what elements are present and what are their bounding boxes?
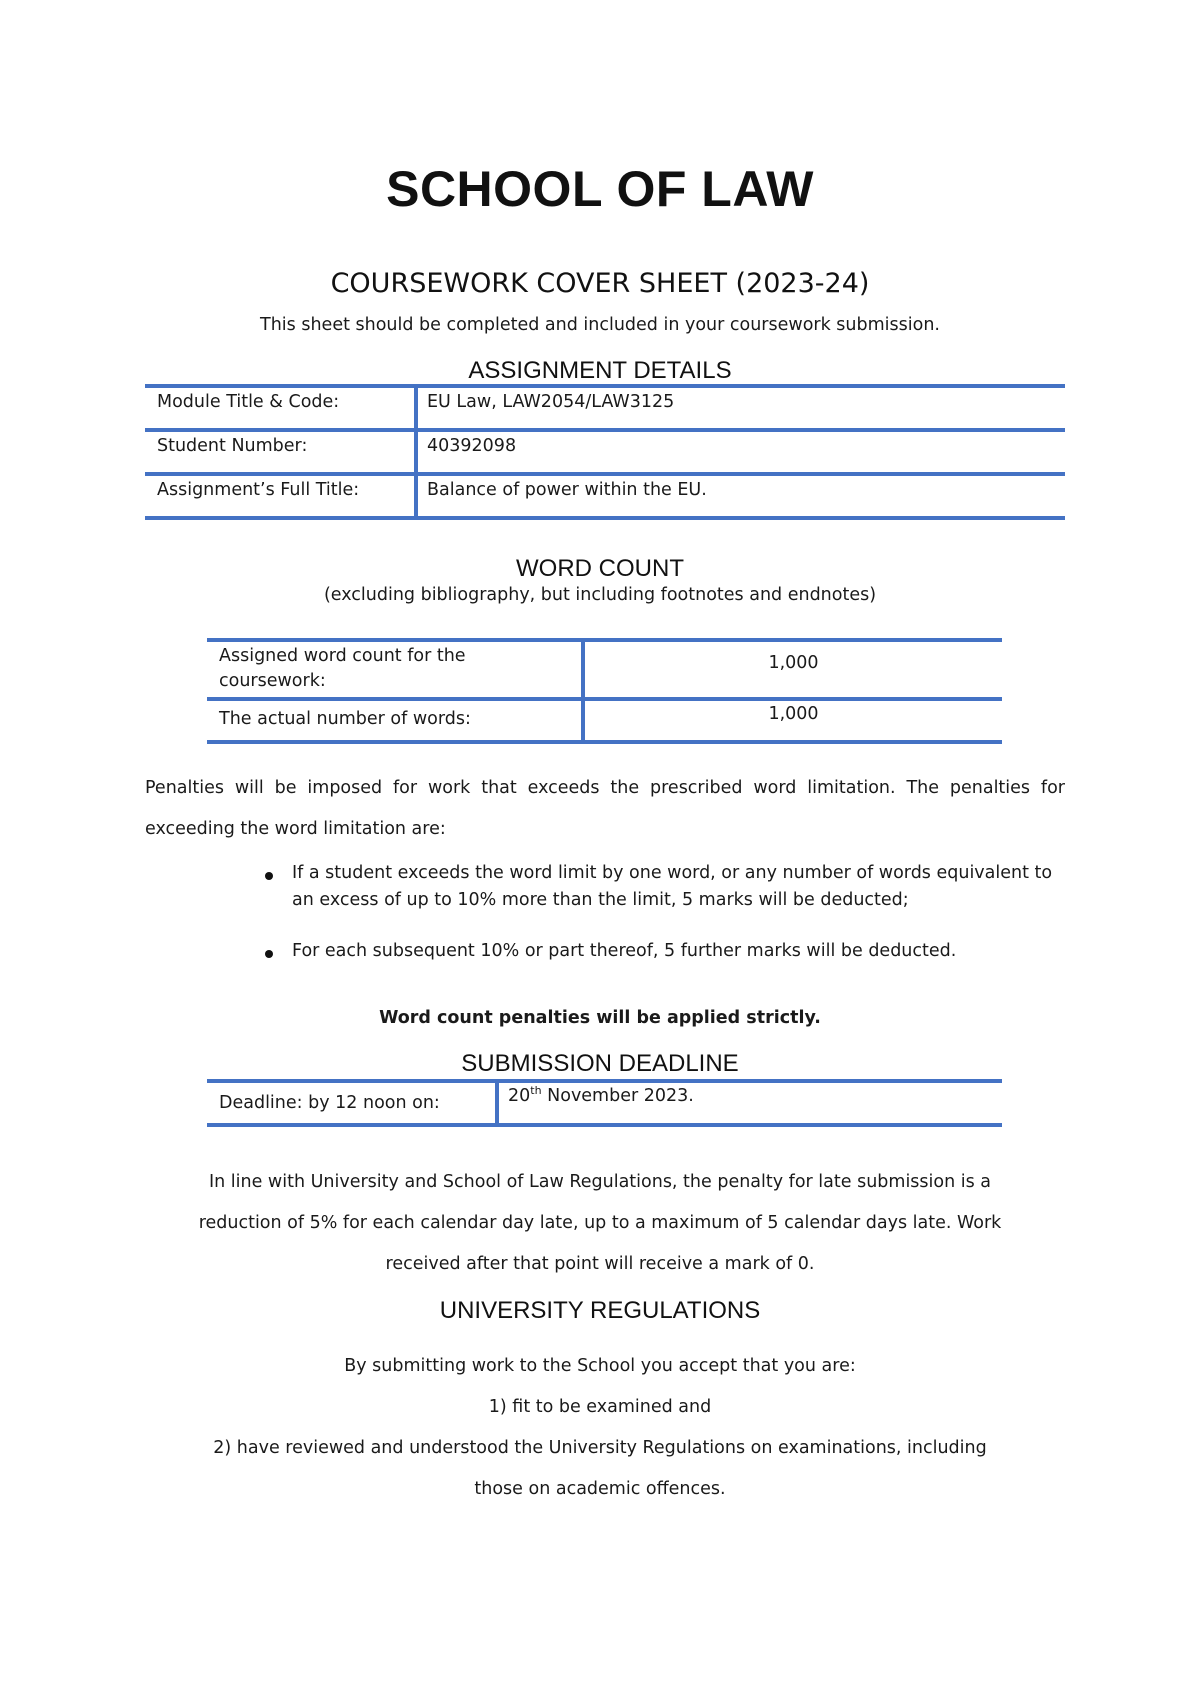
regulations-line4: those on academic offences.	[474, 1479, 726, 1499]
assignment-title-value: Balance of power within the EU.	[427, 480, 707, 500]
actual-word-count-value: 1,000	[768, 704, 819, 724]
deadline-label: Deadline: by 12 noon on:	[219, 1093, 440, 1113]
strict-note: Word count penalties will be applied strictly.	[379, 1008, 821, 1028]
table-column-divider	[414, 384, 418, 520]
penalty-bullet-1: If a student exceeds the word limit by one word, or any number of words equivalent to an excess of up to 10% more than the limit, 5 marks will be deducted;	[292, 863, 1053, 910]
page-title: SCHOOL OF LAW	[386, 161, 814, 217]
penalties-text-line2: exceeding the word limitation are:	[145, 819, 446, 839]
table-rule	[145, 428, 1065, 432]
table-rule	[207, 697, 1002, 701]
module-title-value: EU Law, LAW2054/LAW3125	[427, 392, 675, 412]
deadline-value	[508, 1086, 694, 1106]
penalty-bullet-2: For each subsequent 10% or part thereof, 5 further marks will be deducted.	[292, 941, 957, 961]
late-penalty-line2: reduction of 5% for each calendar day late, up to a maximum of 5 calendar days late. Work	[198, 1213, 1002, 1233]
module-title-label: Module Title & Code:	[157, 392, 340, 412]
intro-text: This sheet should be completed and included in your coursework submission.	[260, 315, 940, 335]
late-penalty-line1: In line with University and School of Law Regulations, the penalty for late submission is a	[208, 1172, 992, 1192]
submission-deadline-heading: SUBMISSION DEADLINE	[461, 1050, 739, 1077]
deadline-day-suffix: th	[530, 1084, 542, 1098]
assigned-word-count-label: Assigned word count for the coursework:	[219, 646, 466, 691]
bullet-icon	[265, 950, 273, 958]
actual-word-count-label: The actual number of words:	[219, 709, 471, 729]
regulations-line3: 2) have reviewed and understood the University Regulations on examinations, including	[213, 1438, 987, 1458]
regulations-line1: By submitting work to the School you accept that you are:	[344, 1356, 856, 1376]
word-count-heading: WORD COUNT	[516, 555, 684, 582]
table-rule	[207, 740, 1002, 744]
table-rule	[207, 1079, 1002, 1083]
bullet-icon	[265, 872, 273, 880]
regulations-line2: 1) fit to be examined and	[488, 1397, 712, 1417]
table-column-divider	[495, 1079, 499, 1127]
table-rule	[207, 1123, 1002, 1127]
assignment-title-label: Assignment’s Full Title:	[157, 480, 360, 500]
university-regulations-heading: UNIVERSITY REGULATIONS	[439, 1297, 761, 1324]
table-rule	[145, 472, 1065, 476]
student-number-value: 40392098	[427, 436, 517, 456]
penalties-text-line1: Penalties will be imposed for work that exceeds the prescribed word limitation. The penalties for	[145, 778, 1065, 798]
table-rule	[145, 516, 1065, 520]
page-subtitle: COURSEWORK COVER SHEET (2023-24)	[330, 268, 870, 299]
deadline-month-year: November 2023.	[541, 1086, 694, 1106]
assigned-word-count-value: 1,000	[768, 653, 819, 673]
word-count-note: (excluding bibliography, but including footnotes and endnotes)	[323, 585, 877, 605]
deadline-day: 20	[508, 1086, 531, 1106]
assignment-details-heading: ASSIGNMENT DETAILS	[468, 357, 732, 384]
late-penalty-line3: received after that point will receive a mark of 0.	[385, 1254, 815, 1274]
student-number-label: Student Number:	[157, 436, 308, 456]
table-rule	[207, 638, 1002, 642]
table-rule	[145, 384, 1065, 388]
